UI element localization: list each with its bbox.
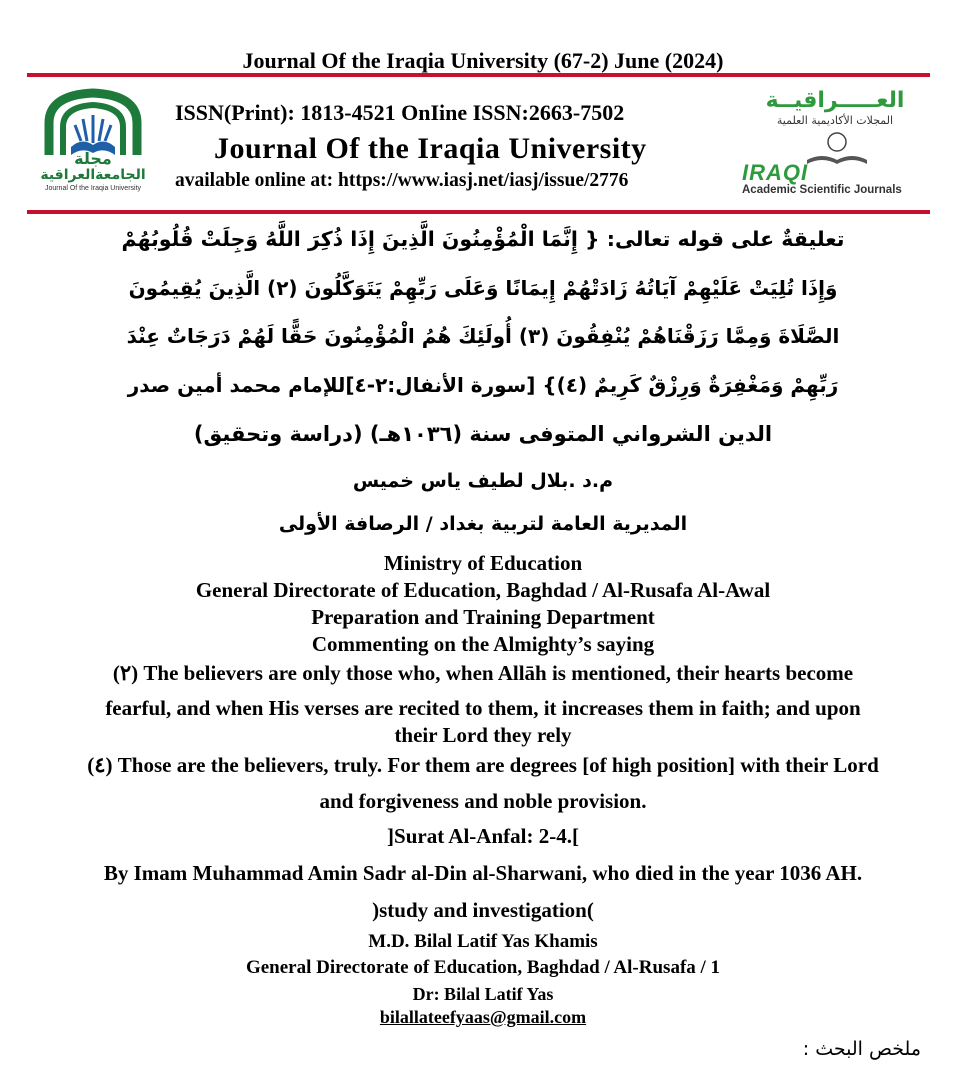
logo-arabic-majalla: مجلة (74, 149, 112, 168)
verse-4-line-a: (٤) Those are the believers, truly. For them are degrees [of high position] with their Lord (87, 753, 879, 777)
email-wrap (0, 1007, 966, 1028)
iraqia-university-logo (27, 85, 159, 197)
issn-line: ISSN(Print): 1813-4521 OnIine ISSN:2663-7502 (175, 100, 625, 125)
arabic-department: المديرية العامة لتربية بغداد / الرصافة الأولى (278, 513, 688, 535)
header-bottom-rule (27, 210, 930, 214)
directorate-line: General Directorate of Education, Baghdad / Al-Rusafa Al-Awal (195, 578, 771, 602)
commenting-line: Commenting on the Almighty’s saying (311, 632, 655, 656)
open-book-icon (802, 130, 872, 166)
logo-caption-right: Academic Scientific Journals (742, 184, 902, 196)
iraqi-journals-logo (740, 88, 930, 200)
logo-caption: Journal Of the Iraqia University (44, 185, 142, 192)
verse-2-line-b: fearful, and when His verses are recited to them, it increases them in faith; and upon (105, 696, 861, 720)
by-imam-line: By Imam Muhammad Amin Sadr al-Din al-Sharwani, who died in the year 1036 AH. (103, 861, 863, 885)
ministry-line: Ministry of Education (383, 551, 583, 575)
verse-2-line-a: (٢) The believers are only those who, when Allāh is mentioned, their hearts become (112, 661, 854, 685)
arabic-title-line-3: الصَّلَاةَ وَمِمَّا رَزَقْنَاهُمْ يُنْفِقُونَ (٣) أُولَئِكَ هُمُ الْمُؤْمِنُونَ حَقًّا لَهُمْ دَرَجَاتٌ عِنْدَ (126, 324, 840, 348)
study-line: )study and investigation( (372, 898, 594, 922)
journal-issue-line: Journal Of the Iraqia University (67-2) June (2024) (242, 48, 724, 73)
logo-arabic-university: الجامعةالعراقية (40, 167, 146, 183)
availability-line: available online at: https://www.iasj.net/iasj/issue/2776 (175, 170, 629, 191)
abstract-heading: ملخص البحث : (802, 1038, 921, 1060)
english-author: M.D. Bilal Latif Yas Khamis (368, 931, 598, 952)
department-line: Preparation and Training Department (311, 605, 655, 629)
header-top-rule (27, 73, 930, 77)
logo-iraqi-text: IRAQI (742, 160, 809, 185)
logo-arabic-journals: المجلات الأكاديمية العلمية (776, 114, 894, 127)
arabic-title-line-1: تعليقةٌ على قوله تعالى: { إِنَّمَا الْمُؤْمِنُونَ الَّذِينَ إِذَا ذُكِرَ اللَّهُ وَجِلَتْ قُلُوبُهُمْ (121, 227, 845, 251)
arabic-title-line-2: وَإِذَا تُلِيَتْ عَلَيْهِمْ آيَاتُهُ زَادَتْهُمْ إِيمَانًا وَعَلَى رَبِّهِمْ يَتَوَكَّلُونَ (٢) الَّذِينَ يُقِيمُونَ (128, 276, 838, 300)
english-directorate-2: General Directorate of Education, Baghdad / Al-Rusafa / 1 (245, 957, 721, 978)
verse-2-line-c: their Lord they rely (394, 723, 572, 747)
dr-line: Dr: Bilal Latif Yas (412, 984, 554, 1004)
arabic-author: م.د .بلال لطيف ياس خميس (352, 470, 614, 492)
arabic-title-line-5: الدين الشرواني المتوفى سنة (١٠٣٦هـ) (دراسة وتحقيق) (193, 422, 773, 446)
surah-reference: ]Surat Al-Anfal: 2-4.[ (387, 824, 579, 848)
arabic-title-line-4: رَبِّهِمْ وَمَغْفِرَةٌ وَرِزْقٌ كَرِيمٌ (٤)} [سورة الأنفال:٢-٤]للإمام محمد أمين صدر (127, 373, 839, 397)
journal-title: Journal Of the Iraqia University (214, 132, 647, 165)
author-email[interactable]: bilallateefyaas@gmail.com (379, 1007, 587, 1027)
verse-4-line-b: and forgiveness and noble provision. (319, 789, 647, 813)
logo-arabic-iraqia: العـــــراقيــة (765, 88, 905, 113)
